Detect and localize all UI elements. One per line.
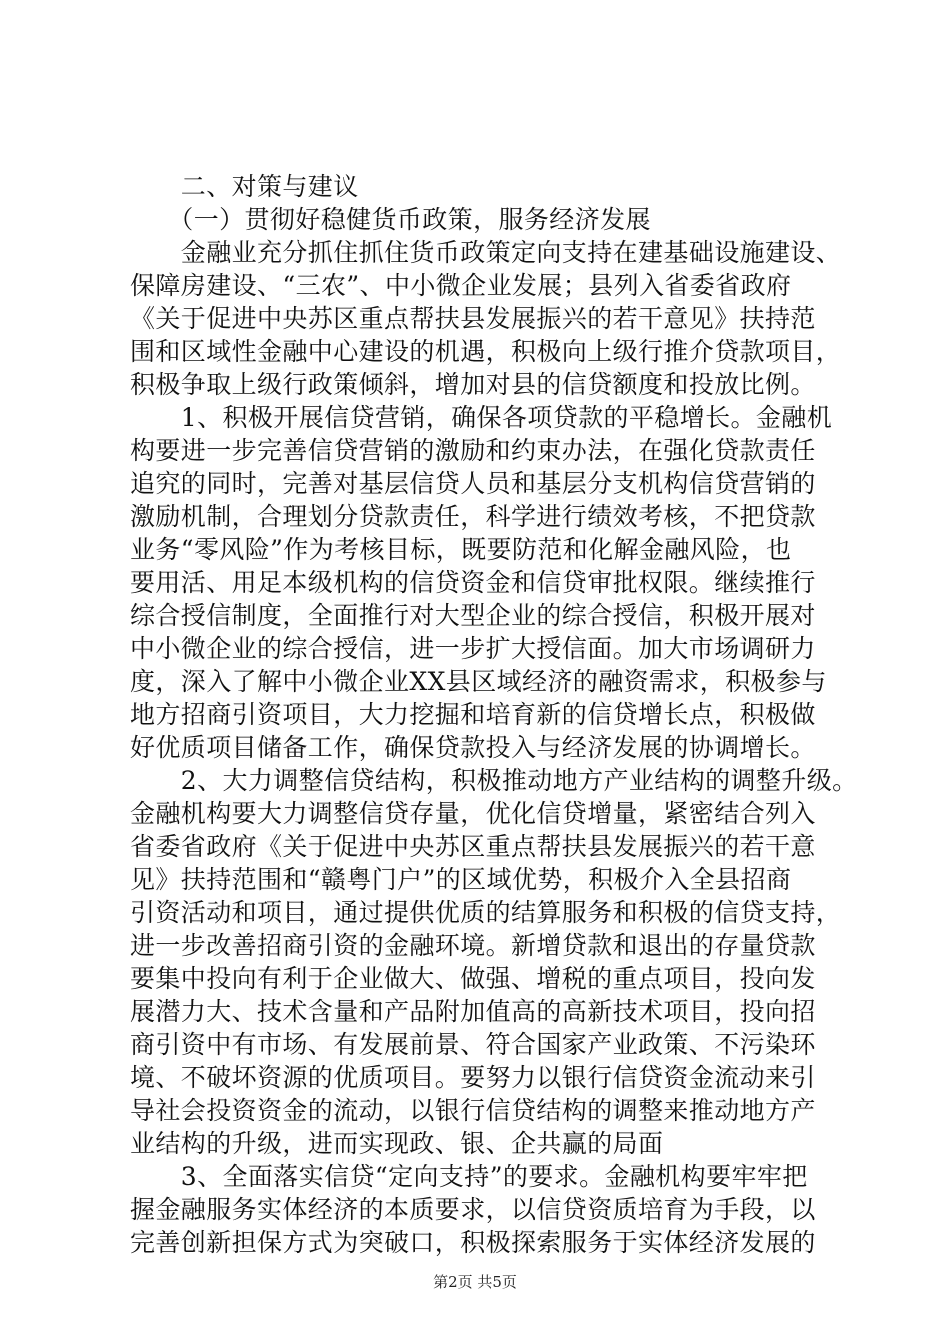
- text-line: 二、对策与建议: [130, 172, 359, 201]
- text-line: 见》扶持范围和“赣粤门户”的区域优势，积极介入全县招商: [130, 865, 792, 894]
- text-line: 追究的同时，完善对基层信贷人员和基层分支机构信贷营销的: [130, 469, 816, 498]
- text-line: 引资活动和项目，通过提供优质的结算服务和积极的信贷支持，: [130, 898, 842, 927]
- text-line: 围和区域性金融中心建设的机遇，积极向上级行推介贷款项目，: [130, 337, 842, 366]
- text-line: 要集中投向有利于企业做大、做强、增税的重点项目，投向发: [130, 964, 816, 993]
- text-line: 业务“零风险”作为考核目标，既要防范和化解金融风险，也: [130, 535, 792, 564]
- text-line: 3、全面落实信贷“定向支持”的要求。金融机构要牢牢把: [130, 1162, 808, 1191]
- text-line: 完善创新担保方式为突破口，积极探索服务于实体经济发展的: [130, 1228, 816, 1257]
- text-line: 2、大力调整信贷结构，积极推动地方产业结构的调整升级。: [130, 766, 858, 795]
- text-line: 激励机制，合理划分贷款责任，科学进行绩效考核，不把贷款: [130, 502, 816, 531]
- text-line: 省委省政府《关于促进中央苏区重点帮扶县发展振兴的若干意: [130, 832, 816, 861]
- text-line: 要用活、用足本级机构的信贷资金和信贷审批权限。继续推行: [130, 568, 816, 597]
- text-line: 1、积极开展信贷营销，确保各项贷款的平稳增长。金融机: [130, 403, 833, 432]
- text-line: 好优质项目储备工作，确保贷款投入与经济发展的协调增长。: [130, 733, 816, 762]
- document-body: [130, 170, 858, 1259]
- text-line: 金融业充分抓住抓住货币政策定向支持在建基础设施建设、: [130, 238, 842, 267]
- text-line: 保障房建设、“三农”、中小微企业发展；县列入省委省政府: [130, 271, 792, 300]
- page-footer: 第2页 共5页: [433, 1273, 517, 1291]
- text-line: 握金融服务实体经济的本质要求，以信贷资质培育为手段，以: [130, 1195, 816, 1224]
- text-line: 导社会投资资金的流动，以银行信贷结构的调整来推动地方产: [130, 1096, 816, 1125]
- text-line: （一）贯彻好稳健货币政策，服务经济发展: [130, 205, 651, 234]
- text-line: 展潜力大、技术含量和产品附加值高的高新技术项目，投向招: [130, 997, 816, 1026]
- text-line: 商引资中有市场、有发展前景、符合国家产业政策、不污染环: [130, 1030, 816, 1059]
- text-line: 积极争取上级行政策倾斜，增加对县的信贷额度和投放比例。: [130, 370, 816, 399]
- text-line: 金融机构要大力调整信贷存量，优化信贷增量，紧密结合列入: [130, 799, 816, 828]
- text-line: 度，深入了解中小微企业XX县区域经济的融资需求，积极参与: [130, 667, 827, 696]
- text-line: 进一步改善招商引资的金融环境。新增贷款和退出的存量贷款: [130, 931, 816, 960]
- text-line: 《关于促进中央苏区重点帮扶县发展振兴的若干意见》扶持范: [130, 304, 816, 333]
- text-line: 业结构的升级，进而实现政、银、企共赢的局面: [130, 1129, 664, 1158]
- text-line: 境、不破坏资源的优质项目。要努力以银行信贷资金流动来引: [130, 1063, 816, 1092]
- text-line: 地方招商引资项目，大力挖掘和培育新的信贷增长点，积极做: [130, 700, 816, 729]
- text-line: 中小微企业的综合授信，进一步扩大授信面。加大市场调研力: [130, 634, 816, 663]
- text-line: 综合授信制度，全面推行对大型企业的综合授信，积极开展对: [130, 601, 816, 630]
- text-line: 构要进一步完善信贷营销的激励和约束办法，在强化贷款责任: [130, 436, 816, 465]
